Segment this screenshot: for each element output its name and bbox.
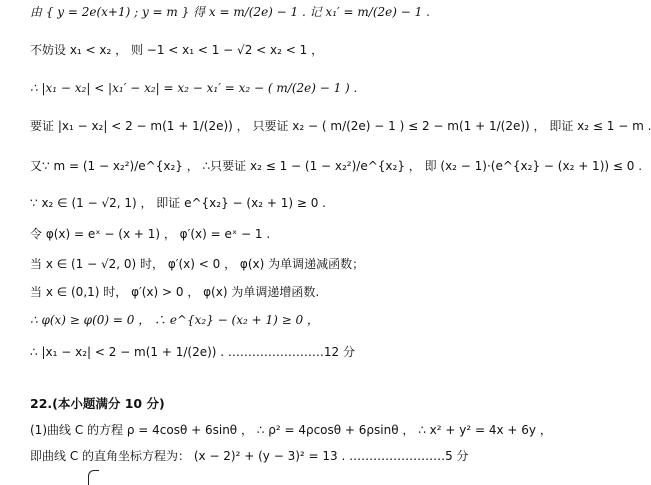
line-14: 即曲线 C 的直角坐标方程为： (x − 2)² + (y − 3)² = 13 . ……………………5 分 bbox=[30, 449, 469, 463]
line-13: (1)曲线 C 的方程 ρ = 4cosθ + 6sinθ ， ∴ ρ² = 4ρcosθ + 6ρsinθ ， ∴ x² + y² = 4x + 6y ， bbox=[30, 423, 552, 437]
section-heading-22: 22.(本小题满分 10 分) bbox=[30, 396, 165, 411]
line-2: 不妨设 x₁ < x₂ ， 则 −1 < x₁ < 1 − √2 < x₂ < 1 ， bbox=[30, 43, 324, 57]
line-3: ∴ |x₁ − x₂| < |x₁′ − x₂| = x₂ − x₁′ = x₂ − ( m/(2e) − 1 ) . bbox=[30, 81, 358, 95]
line-10: ∴ φ(x) ≥ φ(0) = 0 ， ∴ e^{x₂} − (x₂ + 1) ≥ 0 ， bbox=[30, 313, 319, 327]
line-8: 当 x ∈ (1 − √2, 0) 时， φ′(x) < 0 ， φ(x) 为单调递减函数； bbox=[30, 257, 365, 271]
line-6: ∵ x₂ ∈ (1 − √2, 1) ， 即证 e^{x₂} − (x₂ + 1) ≥ 0 . bbox=[30, 196, 326, 210]
partial-brace bbox=[88, 470, 99, 485]
line-1: 由 { y = 2e(x+1) ; y = m } 得 x = m/(2e) − 1 . 记 x₁′ = m/(2e) − 1 . bbox=[30, 5, 430, 19]
line-9: 当 x ∈ (0,1) 时， φ′(x) > 0 ， φ(x) 为单调递增函数. bbox=[30, 285, 320, 299]
line-11: ∴ |x₁ − x₂| < 2 − m(1 + 1/(2e)) . ……………………12 分 bbox=[30, 345, 356, 359]
line-4: 要证 |x₁ − x₂| < 2 − m(1 + 1/(2e)) ， 只要证 x₂ − ( m/(2e) − 1 ) ≤ 2 − m(1 + 1/(2e)) ， 即证 x₂ ≤ 1 − m . bbox=[30, 119, 651, 133]
line-7: 令 φ(x) = eˣ − (x + 1) ， φ′(x) = eˣ − 1 . bbox=[30, 227, 271, 241]
line-5: 又∵ m = (1 − x₂²)/e^{x₂} ， ∴只要证 x₂ ≤ 1 − (1 − x₂²)/e^{x₂} ， 即 (x₂ − 1)·(e^{x₂} − (x₂ + 1)) ≤ 0 . bbox=[30, 159, 643, 173]
